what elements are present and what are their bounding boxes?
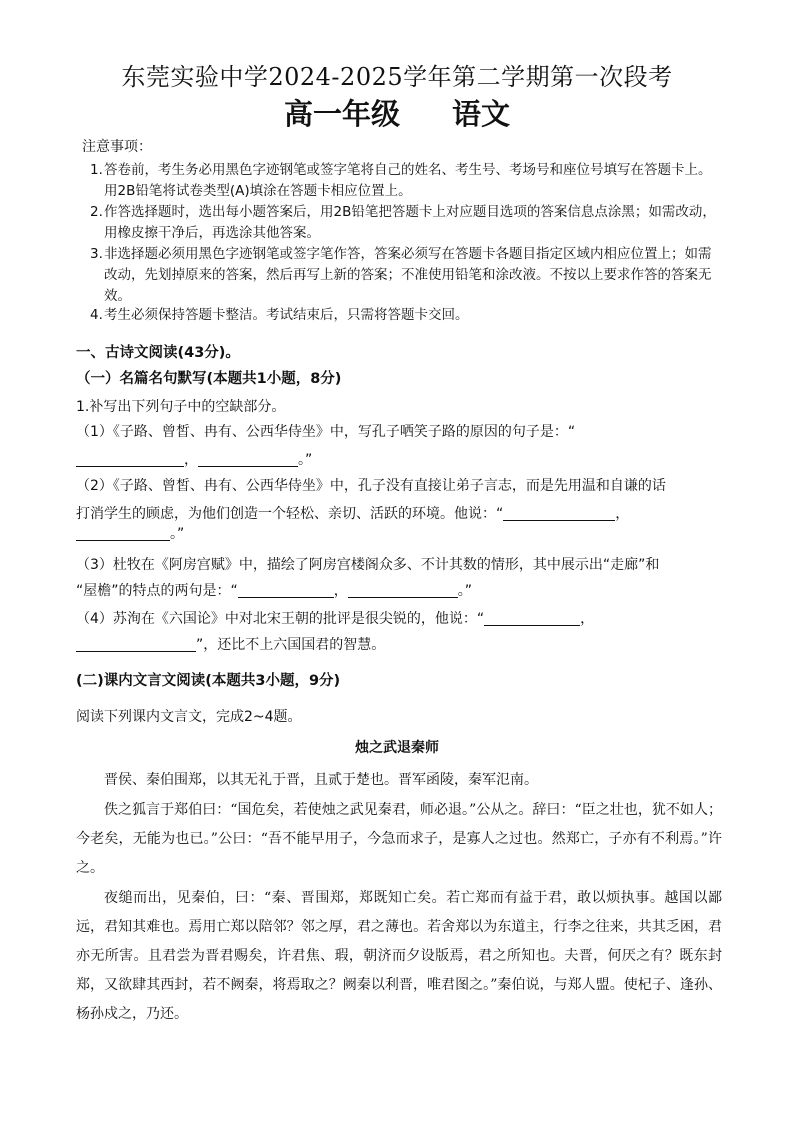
- answer-blank[interactable]: [76, 450, 184, 467]
- question-1-1: （1）《子路、曾皙、冉有、公西华侍坐》中，写孔子哂笑子路的原因的句子是：“: [76, 424, 576, 440]
- notice-item-1: [90, 160, 724, 202]
- question-1-2-line3: [76, 521, 722, 547]
- notice-num: 2.: [90, 204, 103, 220]
- notice-num: 1.: [90, 162, 103, 178]
- question-1-3: （3）杜牧在《阿房宫赋》中，描绘了阿房宫楼阁众多、不计其数的情形，其中展示出“走廊”和: [76, 557, 660, 573]
- section-heading: 一、古诗文阅读(43分)。: [76, 345, 240, 361]
- notice-num: 4.: [90, 307, 103, 323]
- notice-item-3: [90, 244, 724, 307]
- notice-item-2: [90, 202, 724, 244]
- notice-text: 非选择题必须用黑色字迹钢笔或签字笔作答，答案必须写在答题卡各题目指定区域内相应位置上；如需改动，先划掉原来的答案，然后再写上新的答案；不准使用铅笔和涂改液。不按以上要求作答的答案无效。: [104, 246, 712, 304]
- question-1-2: （2）《子路、曾皙、冉有、公西华侍坐》中，孔子没有直接让弟子言志，而是先用温和自谦的话: [76, 478, 666, 494]
- exam-title: 东莞实验中学2024-2025学年第二学期第一次段考: [121, 63, 673, 91]
- passage-paragraph: 夜缒而出，见秦伯，曰：“秦、晋围郑，郑既知亡矣。若亡郑而有益于君，敢以烦执事。越国以鄙远，君知其难也。焉用亡郑以陪邻？邻之厚，君之薄也。若舍郑以为东道主，行李之往来，共其乏困，君亦无所害。且君尝为晋君赐矣，许君焦、瑕，朝济而夕设版焉，君之所知也。夫晋，何厌之有？既东封郑，又欲肆其西封，若不阙秦，将焉取之？阙秦以利晋，唯君图之。”秦伯说，与郑人盟。使杞子、逢孙、杨孙戍之，乃还。: [76, 890, 722, 1022]
- notice-text: 答卷前，考生务必用黑色字迹钢笔或签字笔将自己的姓名、考生号、考场号和座位号填写在答题卡上。用2B铅笔将试卷类型(A)填涂在答题卡相应位置上。: [104, 162, 712, 199]
- part-heading-1: （一）名篇名句默写(本题共1小题，8分): [76, 371, 342, 387]
- notice-heading: 注意事项：: [82, 139, 152, 155]
- question-text: “屋檐”的特点的两句是：“: [76, 583, 238, 599]
- answer-blank[interactable]: [348, 581, 458, 598]
- passage-intro: 阅读下列课内文言文，完成2~4题。: [76, 709, 302, 725]
- passage-paragraph: 晋侯、秦伯围郑，以其无礼于晋，且贰于楚也。晋军函陵，秦军氾南。: [104, 772, 538, 788]
- notice-num: 3.: [90, 246, 103, 262]
- question-text: （4）苏洵在《六国论》中对北宋王朝的批评是很尖锐的，他说：“: [76, 611, 485, 627]
- closing-quote: 。”: [170, 526, 185, 542]
- separator: ，: [333, 583, 348, 599]
- notice-item-4: [90, 305, 724, 326]
- separator: ，: [184, 452, 198, 468]
- question-1-stem: 1.补写出下列句子中的空缺部分。: [76, 399, 286, 415]
- question-text: ”，还比不上六国国君的智慧。: [196, 637, 386, 653]
- separator: ，: [615, 506, 630, 522]
- passage-paragraph: 佚之狐言于郑伯曰：“国危矣，若使烛之武见秦君，师必退。”公从之。辞曰：“臣之壮也，犹不如人；今老矣，无能为也已。”公曰：“吾不能早用子，今急而求子，是寡人之过也。然郑亡，子亦有不利焉。”许之。: [76, 802, 722, 876]
- part-heading-2: (二)课内文言文阅读(本题共3小题，9分): [76, 673, 341, 689]
- question-1-4: [76, 606, 722, 632]
- exam-subtitle: [0, 96, 794, 132]
- passage-title: 烛之武退秦师: [355, 740, 439, 756]
- closing-quote: 。”: [298, 452, 313, 468]
- question-1-3-line2: [76, 578, 722, 604]
- answer-blank[interactable]: [484, 609, 580, 626]
- question-1-1-blanks: [76, 447, 722, 473]
- notice-text: 考生必须保持答题卡整洁。考试结束后，只需将答题卡交回。: [104, 307, 469, 323]
- separator: ，: [580, 611, 595, 627]
- answer-blank[interactable]: [76, 635, 196, 652]
- answer-blank[interactable]: [198, 450, 298, 467]
- question-1-4-line2: [76, 632, 722, 658]
- answer-blank[interactable]: [503, 504, 615, 521]
- answer-blank[interactable]: [76, 524, 170, 541]
- subject-label: 语文: [452, 97, 511, 131]
- question-text: 打消学生的顾虑，为他们创造一个轻松、亲切、活跃的环境。他说：“: [76, 506, 504, 522]
- closing-quote: 。”: [457, 583, 473, 599]
- grade-label: 高一年级: [283, 97, 400, 131]
- notice-text: 作答选择题时，选出每小题答案后，用2B铅笔把答题卡上对应题目选项的答案信息点涂黑；如需改动，用橡皮擦干净后，再选涂其他答案。: [104, 204, 716, 241]
- answer-blank[interactable]: [238, 581, 334, 598]
